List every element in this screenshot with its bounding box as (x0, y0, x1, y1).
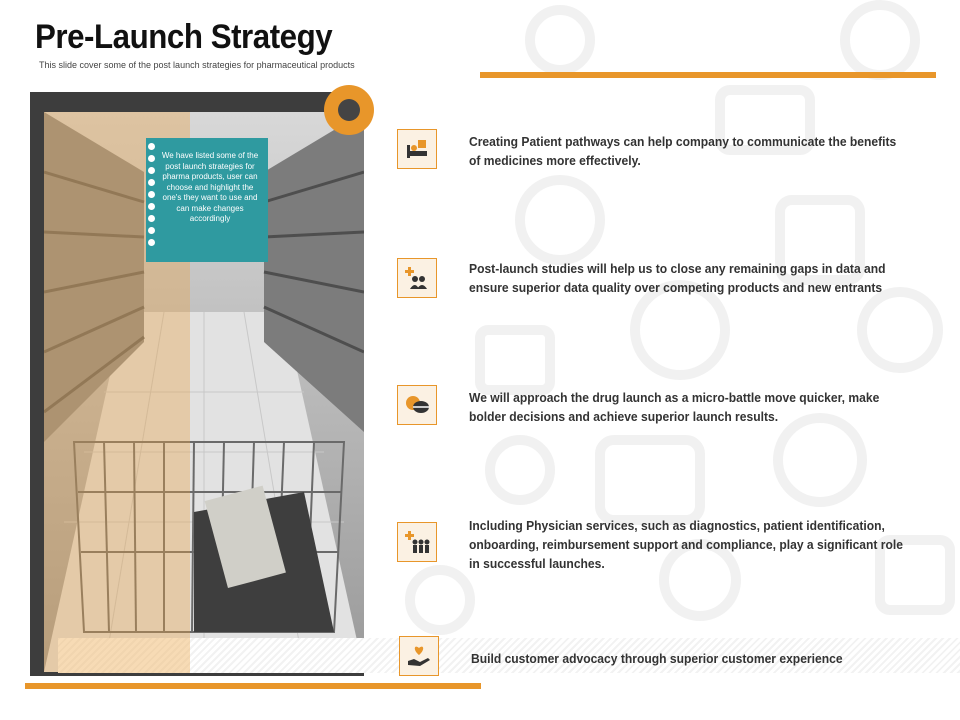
strategy-item-3: We will approach the drug launch as a micro-battle move quicker, make bolder decisions and achieve superior launch results. (469, 390, 880, 424)
physician-group-icon (397, 522, 437, 562)
slide-subtitle: This slide cover some of the post launch strategies for pharmaceutical products (39, 60, 355, 70)
orange-circle-badge (324, 85, 374, 135)
strategy-item-4: Including Physician services, such as diagnostics, patient identification, onboarding, reimbursement support and compliance, play a significant role in successful launches. (469, 518, 903, 571)
medical-team-icon (397, 258, 437, 298)
instruction-note: We have listed some of the post launch strategies for pharma products, user can choose and highlight the one's they want to use and can make changes accordingly (146, 138, 268, 262)
heart-hand-icon (399, 636, 439, 676)
note-bullet-dots (148, 143, 156, 251)
strategy-item-1: Creating Patient pathways can help company to communicate the benefits of medicines more effectively. (469, 134, 897, 168)
footer-strategy-text: Build customer advocacy through superior customer experience (471, 651, 843, 666)
pills-icon (397, 385, 437, 425)
strategy-item-2: Post-launch studies will help us to close any remaining gaps in data and ensure superior data quality over competing products and new entrants (469, 261, 886, 295)
bottom-accent-rule (25, 683, 481, 689)
slide-title: Pre-Launch Strategy (35, 18, 333, 56)
top-accent-rule (480, 72, 936, 78)
footer-strip-accent (58, 638, 190, 673)
patient-bed-icon (397, 129, 437, 169)
